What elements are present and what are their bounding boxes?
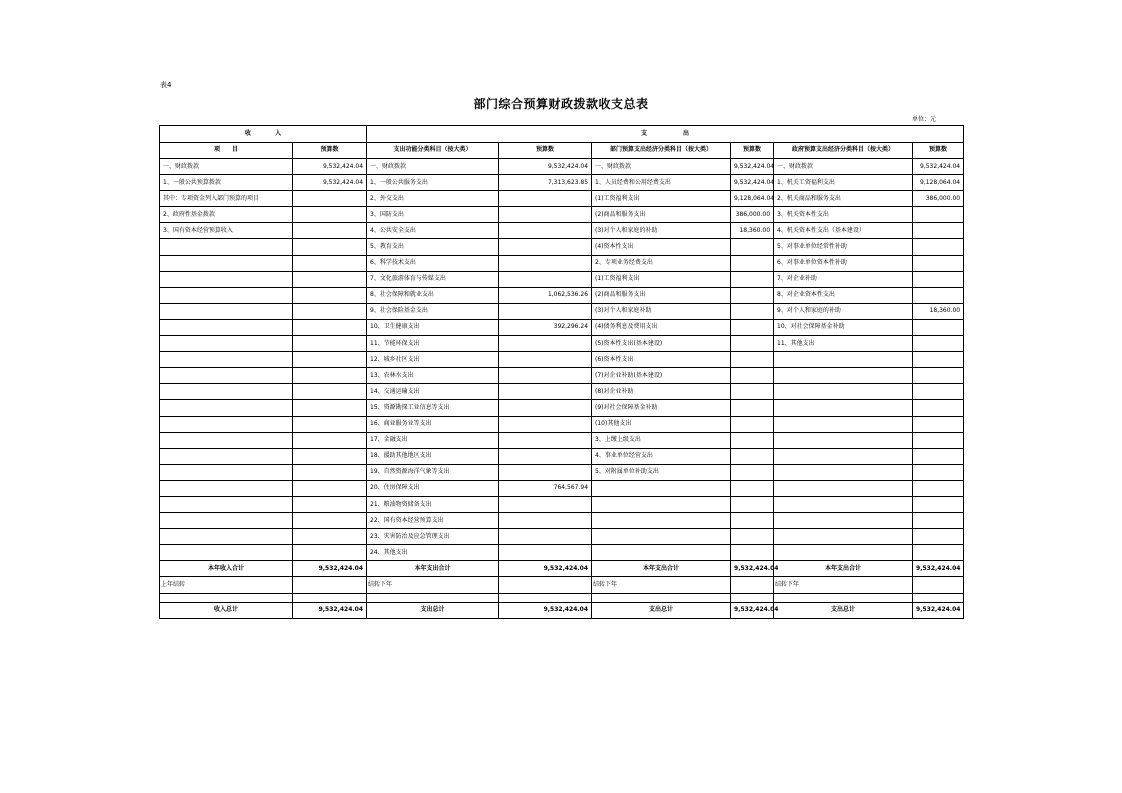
func-budget-cell <box>499 416 592 432</box>
gov-econ-item-cell: 11、其他支出 <box>774 336 913 352</box>
income-budget-cell <box>293 480 367 496</box>
gov-econ-item-cell: 7、对企业补助 <box>774 271 913 287</box>
gov-econ-budget-cell <box>913 513 964 529</box>
table-row <box>160 207 964 223</box>
budget-summary-table <box>159 125 964 619</box>
carry-over-row <box>160 577 964 593</box>
table-row <box>160 223 964 239</box>
col-header-func-class: 支出功能分类科目（按大类） <box>367 142 499 159</box>
expense-grand-total-label: 支出总计 <box>367 602 499 618</box>
dept-econ-budget-cell <box>731 319 774 335</box>
table-row <box>160 464 964 480</box>
dept-econ-item-cell <box>592 480 731 496</box>
income-item-cell: 3、国有资本经营预算收入 <box>160 223 293 239</box>
func-item-cell: 3、国防支出 <box>367 207 499 223</box>
dept-econ-budget-cell <box>731 271 774 287</box>
func-item-cell: 14、交通运输支出 <box>367 384 499 400</box>
income-budget-cell <box>293 191 367 207</box>
income-budget-cell <box>293 448 367 464</box>
func-budget-cell <box>499 529 592 545</box>
expense-grand-total-value: 9,532,424.04 <box>499 602 592 618</box>
income-budget-cell <box>293 271 367 287</box>
carry-out-label: 结转下年 <box>774 577 913 593</box>
income-item-cell <box>160 480 293 496</box>
dept-econ-item-cell: (3)对个人和家庭的补助 <box>592 223 731 239</box>
gov-econ-item-cell <box>774 464 913 480</box>
table-row <box>160 432 964 448</box>
income-budget-cell <box>293 464 367 480</box>
dept-econ-budget-cell <box>731 432 774 448</box>
dept-econ-item-cell: (1)工资福利支出 <box>592 271 731 287</box>
table-row <box>160 191 964 207</box>
func-item-cell: 4、公共安全支出 <box>367 223 499 239</box>
spacer-row <box>160 593 964 602</box>
table-number: 表4 <box>160 81 172 89</box>
dept-econ-item-cell: (10)其他支出 <box>592 416 731 432</box>
income-item-cell <box>160 529 293 545</box>
income-budget-cell <box>293 384 367 400</box>
dept-econ-budget-cell <box>731 287 774 303</box>
func-item-cell: 7、文化旅游体育与传媒支出 <box>367 271 499 287</box>
table-row <box>160 336 964 352</box>
func-item-cell: 6、科学技术支出 <box>367 255 499 271</box>
carry-out-label: 结转下年 <box>367 577 499 593</box>
dept-econ-budget-cell <box>731 255 774 271</box>
gov-econ-budget-cell: 9,128,064.04 <box>913 175 964 191</box>
gov-econ-budget-cell <box>913 416 964 432</box>
dept-econ-item-cell: 4、事业单位经营支出 <box>592 448 731 464</box>
spacer-cell <box>592 593 731 602</box>
income-budget-cell <box>293 416 367 432</box>
func-item-cell: 1、一般公共服务支出 <box>367 175 499 191</box>
col-header-budget: 预算数 <box>731 142 774 159</box>
func-budget-cell <box>499 303 592 319</box>
dept-econ-budget-cell <box>731 496 774 512</box>
func-budget-cell: 392,296.24 <box>499 319 592 335</box>
table-row <box>160 352 964 368</box>
year-total-row <box>160 561 964 577</box>
dept-econ-item-cell: (8)对企业补助 <box>592 384 731 400</box>
dept-econ-budget-cell: 9,532,424.04 <box>731 175 774 191</box>
gov-econ-budget-cell <box>913 545 964 561</box>
col-header-budget: 预算数 <box>499 142 592 159</box>
gov-econ-item-cell: 5、对事业单位经常性补助 <box>774 239 913 255</box>
gov-econ-item-cell <box>774 545 913 561</box>
dept-econ-item-cell: 2、专项业务经费支出 <box>592 255 731 271</box>
income-budget-cell: 9,532,424.04 <box>293 175 367 191</box>
func-budget-cell <box>499 191 592 207</box>
expense-grand-total-value: 9,532,424.04 <box>731 602 774 618</box>
func-budget-cell <box>499 384 592 400</box>
dept-econ-item-cell: (5)资本性支出(基本建设) <box>592 336 731 352</box>
expense-year-total-value: 9,532,424.04 <box>499 561 592 577</box>
gov-econ-budget-cell <box>913 207 964 223</box>
table-row <box>160 496 964 512</box>
income-year-total-label: 本年收入合计 <box>160 561 293 577</box>
page-title: 部门综合预算财政拨款收支总表 <box>473 97 649 111</box>
dept-econ-budget-cell <box>731 513 774 529</box>
unit-label: 单位：元 <box>912 116 937 123</box>
gov-econ-item-cell: 4、机关资本性支出（基本建设） <box>774 223 913 239</box>
dept-econ-budget-cell: 9,128,064.04 <box>731 191 774 207</box>
spacer-cell <box>731 593 774 602</box>
dept-econ-budget-cell <box>731 545 774 561</box>
expense-grand-total-value: 9,532,424.04 <box>913 602 964 618</box>
dept-econ-item-cell <box>592 513 731 529</box>
dept-econ-budget-cell <box>731 529 774 545</box>
table-row <box>160 416 964 432</box>
table-row <box>160 513 964 529</box>
expense-year-total-label: 本年支出合计 <box>367 561 499 577</box>
table-row <box>160 239 964 255</box>
func-budget-cell: 9,532,424.04 <box>499 159 592 175</box>
income-item-cell: 1、一般公共预算拨款 <box>160 175 293 191</box>
table-row <box>160 545 964 561</box>
spacer-cell <box>499 593 592 602</box>
dept-econ-item-cell: 5、对附属单位补助支出 <box>592 464 731 480</box>
func-item-cell: 23、灾害防治及应急管理支出 <box>367 529 499 545</box>
income-item-cell <box>160 271 293 287</box>
func-budget-cell <box>499 271 592 287</box>
gov-econ-budget-cell <box>913 287 964 303</box>
gov-econ-item-cell: 3、机关资本性支出 <box>774 207 913 223</box>
carry-out-value <box>499 577 592 593</box>
func-item-cell: 2、外交支出 <box>367 191 499 207</box>
gov-econ-budget-cell <box>913 480 964 496</box>
func-budget-cell <box>499 207 592 223</box>
income-item-cell <box>160 319 293 335</box>
func-item-cell: 24、其他支出 <box>367 545 499 561</box>
gov-econ-item-cell <box>774 513 913 529</box>
gov-econ-budget-cell <box>913 368 964 384</box>
func-item-cell: 18、援助其他地区支出 <box>367 448 499 464</box>
expense-grand-total-label: 支出总计 <box>592 602 731 618</box>
func-budget-cell <box>499 400 592 416</box>
gov-econ-budget-cell <box>913 255 964 271</box>
func-budget-cell <box>499 336 592 352</box>
income-budget-cell <box>293 496 367 512</box>
dept-econ-budget-cell <box>731 336 774 352</box>
income-budget-cell <box>293 287 367 303</box>
func-item-cell: 一、财政拨款 <box>367 159 499 175</box>
income-item-cell <box>160 255 293 271</box>
table-row <box>160 175 964 191</box>
income-item-cell <box>160 239 293 255</box>
income-budget-cell <box>293 336 367 352</box>
dept-econ-item-cell: 3、上缴上级支出 <box>592 432 731 448</box>
expense-year-total-value: 9,532,424.04 <box>731 561 774 577</box>
income-item-cell: 2、政府性基金拨款 <box>160 207 293 223</box>
gov-econ-item-cell: 一、财政拨款 <box>774 159 913 175</box>
income-item-cell <box>160 432 293 448</box>
income-budget-cell <box>293 513 367 529</box>
income-budget-cell: 9,532,424.04 <box>293 159 367 175</box>
dept-econ-item-cell: (2)商品和服务支出 <box>592 287 731 303</box>
income-budget-cell <box>293 207 367 223</box>
col-header-dept-econ-class: 部门预算支出经济分类科目（按大类） <box>592 142 731 159</box>
income-budget-cell <box>293 432 367 448</box>
expense-year-total-value: 9,532,424.04 <box>913 561 964 577</box>
income-item-cell <box>160 384 293 400</box>
income-budget-cell <box>293 319 367 335</box>
income-budget-cell <box>293 303 367 319</box>
func-item-cell: 17、金融支出 <box>367 432 499 448</box>
func-item-cell: 8、社会保障和就业支出 <box>367 287 499 303</box>
gov-econ-budget-cell <box>913 319 964 335</box>
gov-econ-budget-cell <box>913 432 964 448</box>
table-row <box>160 255 964 271</box>
func-budget-cell: 1,062,536.26 <box>499 287 592 303</box>
dept-econ-budget-cell <box>731 303 774 319</box>
gov-econ-budget-cell <box>913 496 964 512</box>
gov-econ-budget-cell <box>913 239 964 255</box>
carry-out-label: 结转下年 <box>592 577 731 593</box>
carry-out-value <box>731 577 774 593</box>
dept-econ-budget-cell <box>731 448 774 464</box>
gov-econ-item-cell: 2、机关商品和服务支出 <box>774 191 913 207</box>
gov-econ-budget-cell <box>913 464 964 480</box>
gov-econ-item-cell <box>774 432 913 448</box>
dept-econ-item-cell: (1)工资福利支出 <box>592 191 731 207</box>
func-budget-cell: 7,313,623.85 <box>499 175 592 191</box>
income-item-cell <box>160 368 293 384</box>
table-row <box>160 319 964 335</box>
gov-econ-budget-cell <box>913 529 964 545</box>
dept-econ-item-cell: (2)商品和服务支出 <box>592 207 731 223</box>
func-item-cell: 20、住房保障支出 <box>367 480 499 496</box>
income-item-cell <box>160 336 293 352</box>
carry-in-value <box>293 577 367 593</box>
dept-econ-budget-cell: 18,360.00 <box>731 223 774 239</box>
func-item-cell: 19、自然资源海洋气象等支出 <box>367 464 499 480</box>
spacer-cell <box>913 593 964 602</box>
income-grand-total-label: 收入总计 <box>160 602 293 618</box>
dept-econ-budget-cell <box>731 416 774 432</box>
spacer-cell <box>293 593 367 602</box>
gov-econ-budget-cell: 386,000.00 <box>913 191 964 207</box>
gov-econ-budget-cell <box>913 384 964 400</box>
func-item-cell: 5、教育支出 <box>367 239 499 255</box>
table-row <box>160 159 964 175</box>
gov-econ-budget-cell <box>913 400 964 416</box>
func-item-cell: 9、社会保险基金支出 <box>367 303 499 319</box>
income-budget-cell <box>293 545 367 561</box>
dept-econ-budget-cell <box>731 368 774 384</box>
func-budget-cell <box>499 496 592 512</box>
table-row <box>160 287 964 303</box>
dept-econ-budget-cell <box>731 239 774 255</box>
expense-header: 支 出 <box>367 126 964 143</box>
gov-econ-item-cell: 9、对个人和家庭的补助 <box>774 303 913 319</box>
dept-econ-item-cell <box>592 545 731 561</box>
spacer-cell <box>367 593 499 602</box>
gov-econ-item-cell: 10、对社会保障基金补助 <box>774 319 913 335</box>
col-header-gov-econ-class: 政府预算支出经济分类科目（按大类） <box>774 142 913 159</box>
dept-econ-item-cell: (4)资本性支出 <box>592 239 731 255</box>
func-item-cell: 12、城乡社区支出 <box>367 352 499 368</box>
income-item-cell <box>160 400 293 416</box>
expense-year-total-label: 本年支出合计 <box>774 561 913 577</box>
income-header: 收 入 <box>160 126 367 143</box>
table-row <box>160 400 964 416</box>
income-item-cell <box>160 352 293 368</box>
func-item-cell: 15、资源勘探工业信息等支出 <box>367 400 499 416</box>
gov-econ-budget-cell <box>913 271 964 287</box>
dept-econ-budget-cell <box>731 464 774 480</box>
gov-econ-item-cell <box>774 352 913 368</box>
dept-econ-item-cell <box>592 529 731 545</box>
gov-econ-item-cell <box>774 496 913 512</box>
dept-econ-item-cell: (4)债务利息及费用支出 <box>592 319 731 335</box>
dept-econ-budget-cell <box>731 352 774 368</box>
func-budget-cell <box>499 464 592 480</box>
func-budget-cell <box>499 368 592 384</box>
func-budget-cell <box>499 432 592 448</box>
func-budget-cell: 764,567.94 <box>499 480 592 496</box>
income-budget-cell <box>293 352 367 368</box>
dept-econ-budget-cell <box>731 384 774 400</box>
income-budget-cell <box>293 255 367 271</box>
dept-econ-item-cell: 1、人员经费和公用经费支出 <box>592 175 731 191</box>
income-item-cell: 一、财政拨款 <box>160 159 293 175</box>
income-year-total-value: 9,532,424.04 <box>293 561 367 577</box>
table-row <box>160 303 964 319</box>
income-item-cell <box>160 303 293 319</box>
dept-econ-item-cell: (7)对企业补助(基本建设) <box>592 368 731 384</box>
func-item-cell: 10、卫生健康支出 <box>367 319 499 335</box>
func-budget-cell <box>499 239 592 255</box>
func-item-cell: 11、节能环保支出 <box>367 336 499 352</box>
table-row <box>160 480 964 496</box>
col-header-budget: 预算数 <box>293 142 367 159</box>
dept-econ-item-cell: 一、财政拨款 <box>592 159 731 175</box>
func-budget-cell <box>499 545 592 561</box>
gov-econ-budget-cell: 18,360.00 <box>913 303 964 319</box>
func-item-cell: 16、商业服务业等支出 <box>367 416 499 432</box>
gov-econ-item-cell: 6、对事业单位资本性补助 <box>774 255 913 271</box>
gov-econ-item-cell: 1、机关工资福利支出 <box>774 175 913 191</box>
col-header-item: 项 目 <box>160 142 293 159</box>
header-row-columns <box>160 142 964 159</box>
gov-econ-item-cell <box>774 368 913 384</box>
carry-out-value <box>913 577 964 593</box>
table-row <box>160 271 964 287</box>
dept-econ-item-cell: (6)资本性支出 <box>592 352 731 368</box>
income-item-cell <box>160 513 293 529</box>
gov-econ-budget-cell <box>913 223 964 239</box>
func-budget-cell <box>499 448 592 464</box>
dept-econ-budget-cell: 386,000.00 <box>731 207 774 223</box>
income-budget-cell <box>293 529 367 545</box>
grand-total-row <box>160 602 964 618</box>
dept-econ-item-cell: (3)对个人和家庭补助 <box>592 303 731 319</box>
income-item-cell <box>160 416 293 432</box>
func-item-cell: 13、农林水支出 <box>367 368 499 384</box>
gov-econ-item-cell <box>774 529 913 545</box>
gov-econ-item-cell <box>774 480 913 496</box>
gov-econ-budget-cell <box>913 336 964 352</box>
gov-econ-budget-cell: 9,532,424.04 <box>913 159 964 175</box>
dept-econ-item-cell: (9)对社会保障基金补助 <box>592 400 731 416</box>
spacer-cell <box>160 593 293 602</box>
table-row <box>160 529 964 545</box>
income-item-cell <box>160 287 293 303</box>
table-row <box>160 384 964 400</box>
gov-econ-item-cell <box>774 416 913 432</box>
expense-year-total-label: 本年支出合计 <box>592 561 731 577</box>
dept-econ-budget-cell <box>731 400 774 416</box>
gov-econ-item-cell <box>774 400 913 416</box>
carry-in-label: 上年结转 <box>160 577 293 593</box>
func-budget-cell <box>499 223 592 239</box>
income-grand-total-value: 9,532,424.04 <box>293 602 367 618</box>
income-item-cell: 其中：专项资金列入部门预算的项目 <box>160 191 293 207</box>
dept-econ-item-cell <box>592 496 731 512</box>
col-header-budget: 预算数 <box>913 142 964 159</box>
func-item-cell: 22、国有资本经营预算支出 <box>367 513 499 529</box>
header-row-group <box>160 126 964 143</box>
func-budget-cell <box>499 352 592 368</box>
func-budget-cell <box>499 255 592 271</box>
func-budget-cell <box>499 513 592 529</box>
income-item-cell <box>160 545 293 561</box>
table-row <box>160 368 964 384</box>
gov-econ-item-cell: 8、对企业资本性支出 <box>774 287 913 303</box>
income-budget-cell <box>293 400 367 416</box>
gov-econ-item-cell <box>774 384 913 400</box>
income-budget-cell <box>293 223 367 239</box>
income-item-cell <box>160 464 293 480</box>
dept-econ-budget-cell: 9,532,424.04 <box>731 159 774 175</box>
income-item-cell <box>160 448 293 464</box>
gov-econ-budget-cell <box>913 352 964 368</box>
gov-econ-item-cell <box>774 448 913 464</box>
dept-econ-budget-cell <box>731 480 774 496</box>
expense-grand-total-label: 支出总计 <box>774 602 913 618</box>
func-item-cell: 21、粮油物资储备支出 <box>367 496 499 512</box>
gov-econ-budget-cell <box>913 448 964 464</box>
table-row <box>160 448 964 464</box>
spacer-cell <box>774 593 913 602</box>
income-item-cell <box>160 496 293 512</box>
income-budget-cell <box>293 368 367 384</box>
income-budget-cell <box>293 239 367 255</box>
